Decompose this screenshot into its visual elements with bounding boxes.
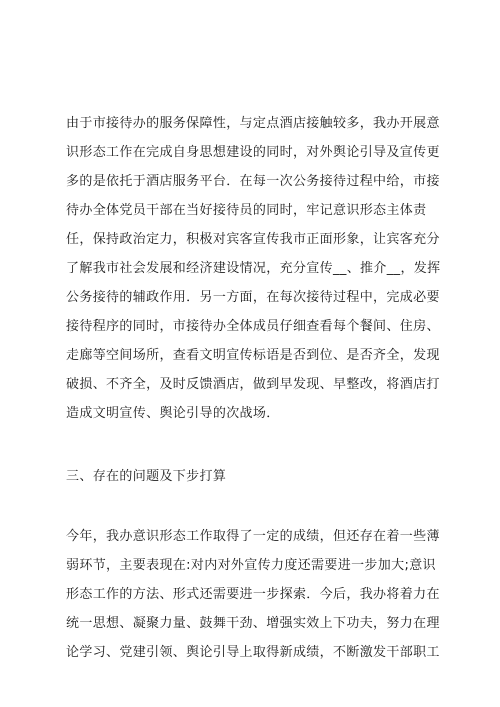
text-line: 接待程序的同时，市接待办全体成员仔细查看每个餐间、住房、 — [66, 319, 440, 334]
text-line: 任，保持政治定力，积极对宾客宣传我市正面形象，让宾客充分 — [66, 232, 440, 247]
text-line: 破损、不齐全，及时反馈酒店，做到早发现、早整改，将酒店打 — [66, 377, 440, 392]
text-line: 由于市接待办的服务保障性，与定点酒店接触较多，我办开展意 — [66, 116, 440, 131]
text-line: 待办全体党员干部在当好接待员的同时，牢记意识形态主体责 — [66, 203, 427, 218]
text-line: 了解我市社会发展和经济建设情况，充分宣传__、推介__，发挥 — [66, 261, 441, 276]
section-heading: 三、存在的问题及下步打算 — [66, 469, 227, 484]
text-line: 论学习、党建引领、舆论引导上取得新成绩，不断激发干部职工 — [66, 645, 440, 660]
text-line: 公务接待的辅政作用．另一方面，在每次接待过程中，完成必要 — [66, 290, 440, 305]
text-line: 多的是依托于酒店服务平台．在每一次公务接待过程中给，市接 — [66, 174, 440, 189]
text-line: 统一思想、凝聚力量、鼓舞干劲、增强实效上下功夫，努力在理 — [66, 616, 440, 631]
text-line: 形态工作的方法、形式还需要进一步探索．今后，我办将着力在 — [66, 587, 440, 602]
text-line: 走廊等空间场所，查看文明宣传标语是否到位、是否齐全，发现 — [66, 348, 440, 363]
text-line: 识形态工作在完成自身思想建设的同时，对外舆论引导及宣传更 — [66, 145, 440, 160]
text-line: 弱环节，主要表现在:对内对外宣传力度还需要进一步加大;意识 — [66, 558, 436, 573]
text-line: 今年，我办意识形态工作取得了一定的成绩，但还存在着一些薄 — [66, 529, 440, 544]
text-line: 造成文明宣传、舆论引导的次战场． — [66, 406, 280, 421]
